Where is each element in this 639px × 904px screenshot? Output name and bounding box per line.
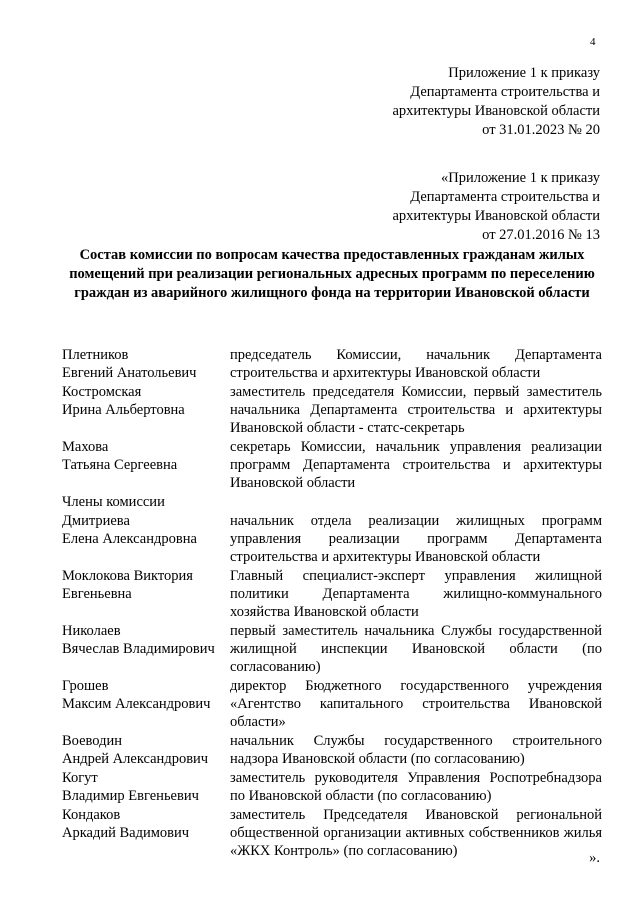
member-role: первый заместитель начальника Службы государственной жилищной инспекции Ивановской области (по согласованию)	[230, 623, 602, 675]
member-name: Николаев Вячеслав Владимирович	[62, 623, 215, 657]
appendix-header-current	[392, 64, 600, 140]
appendix-line: архитектуры Ивановской области	[392, 208, 600, 224]
member-row	[62, 383, 602, 437]
member-row	[62, 567, 602, 621]
appendix-line: архитектуры Ивановской области	[392, 103, 600, 119]
appendix-line: от 31.01.2023 № 20	[482, 122, 600, 138]
member-name: Махова Татьяна Сергеевна	[62, 439, 178, 473]
appendix-line: Департамента строительства и	[410, 189, 600, 205]
member-name: Кондаков Аркадий Вадимович	[62, 807, 190, 841]
member-name: Дмитриева Елена Александровна	[62, 513, 197, 547]
member-name: Костромская Ирина Альбертовна	[62, 384, 185, 418]
appendix-header-original	[392, 169, 600, 245]
member-role: начальник отдела реализации жилищных программ управления реализации программ Департамента строительства и архитектуры Ивановской области	[230, 513, 602, 565]
member-row	[62, 512, 602, 566]
member-name: Воеводин Андрей Александрович	[62, 733, 209, 767]
document-title: Состав комиссии по вопросам качества предоставленных гражданам жилых помещений при реализации региональных адресных программ по переселению граждан из аварийного жилищного фонда на территории Ивановской области	[69, 247, 595, 301]
member-row	[62, 622, 602, 676]
member-name: Когут Владимир Евгеньевич	[62, 770, 199, 804]
member-name: Плетников Евгений Анатольевич	[62, 347, 197, 381]
member-row	[62, 769, 602, 805]
member-role: Главный специалист-эксперт управления жилищной политики Департамента жилищно-коммунального хозяйства Ивановской области	[230, 568, 602, 620]
appendix-line: «Приложение 1 к приказу	[441, 170, 600, 186]
page-number: 4	[590, 36, 596, 48]
member-role: заместитель руководителя Управления Роспотребнадзора по Ивановской области (по согласованию)	[230, 770, 602, 804]
appendix-line: Приложение 1 к приказу	[448, 65, 600, 81]
member-role: заместитель Председателя Ивановской региональной общественной организации активных собственников жилья «ЖКХ Контроль» (по согласованию)	[230, 807, 602, 859]
member-role: секретарь Комиссии, начальник управления реализации программ Департамента строительства и архитектуры Ивановской области	[230, 439, 602, 491]
member-row	[62, 677, 602, 731]
member-row	[62, 732, 602, 768]
appendix-line: от 27.01.2016 № 13	[482, 227, 600, 243]
member-row	[62, 806, 602, 860]
member-row	[62, 438, 602, 492]
member-role: заместитель председателя Комиссии, первый заместитель начальника Департамента строительства и архитектуры Ивановской области - статс-секретарь	[230, 384, 602, 436]
member-name: Грошев Максим Александрович	[62, 678, 211, 712]
member-role: начальник Службы государственного строительного надзора Ивановской области (по согласованию)	[230, 733, 602, 767]
member-name: Моклокова Виктория Евгеньевна	[62, 568, 193, 602]
members-heading: Члены комиссии	[62, 494, 165, 510]
member-row	[62, 346, 602, 382]
member-role: председатель Комиссии, начальник Департамента строительства и архитектуры Ивановской области	[230, 347, 602, 381]
member-role: директор Бюджетного государственного учреждения «Агентство капитального строительства Ивановской области»	[230, 678, 602, 730]
commission-roster	[62, 346, 602, 861]
appendix-line: Департамента строительства и	[410, 84, 600, 100]
closing-quote-mark: ».	[589, 850, 600, 866]
